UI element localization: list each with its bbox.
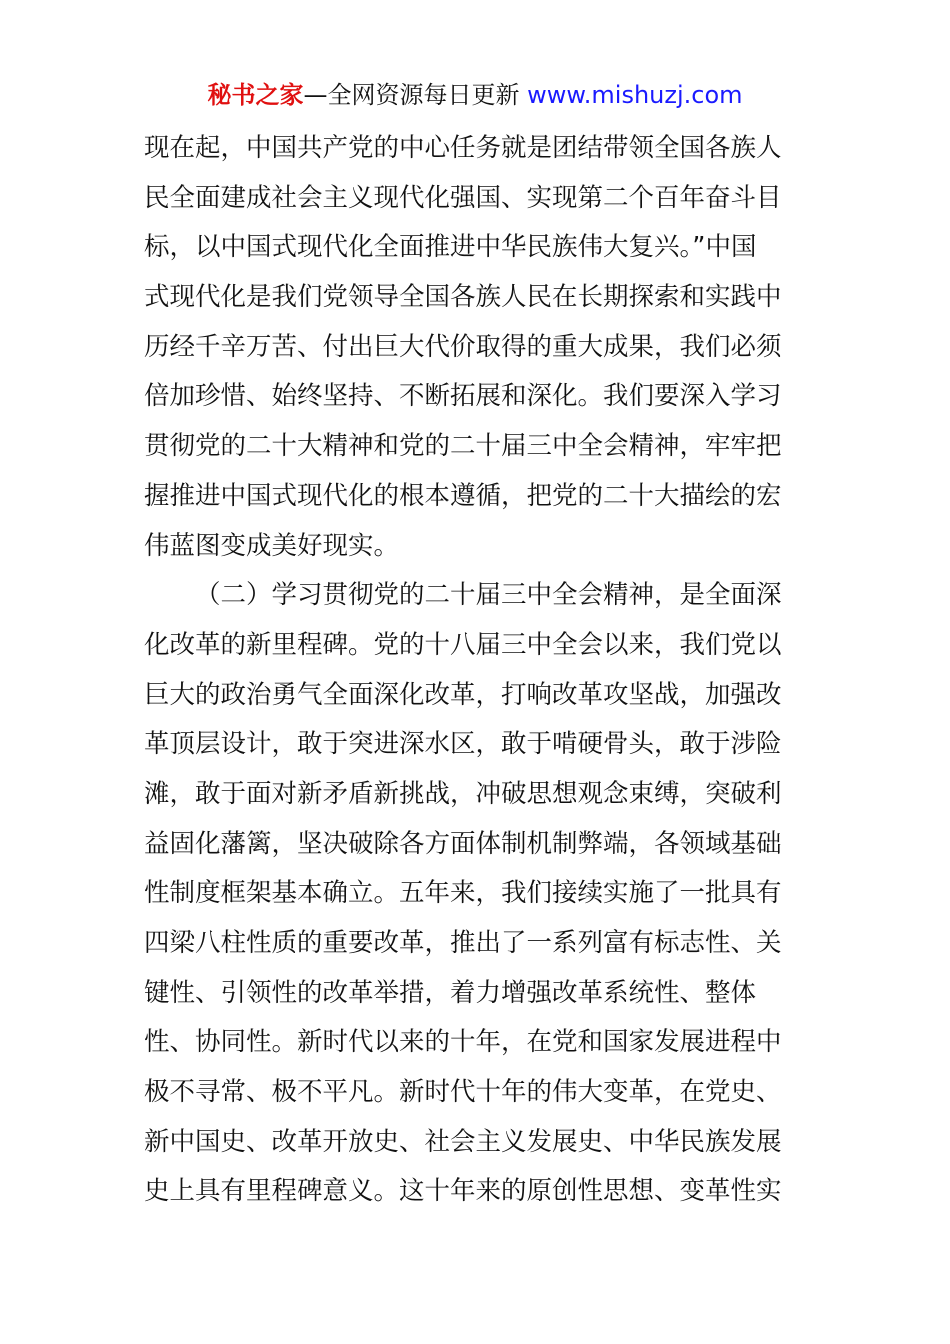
- text-line: 滩，敢于面对新矛盾新挑战，冲破思想观念束缚，突破利: [144, 778, 782, 809]
- header-tagline: —全网资源每日更新: [303, 81, 528, 109]
- text-line: 民全面建成社会主义现代化强国、实现第二个百年奋斗目: [144, 182, 782, 213]
- text-line: （二）学习贯彻党的二十届三中全会精神，是全面深: [195, 580, 782, 611]
- text-line: 益固化藩篱，坚决破除各方面体制机制弊端，各领域基础: [144, 828, 782, 859]
- text-line: 贯彻党的二十大精神和党的二十届三中全会精神，牢牢把: [144, 431, 782, 462]
- text-line: 四梁八柱性质的重要改革，推出了一系列富有标志性、关: [144, 928, 782, 958]
- text-line: 化改革的新里程碑。党的十八届三中全会以来，我们党以: [144, 629, 782, 660]
- text-line: 史上具有里程碑意义。这十年来的原创性思想、变革性实: [144, 1176, 782, 1207]
- site-url-link[interactable]: www.mishuzj.com: [527, 81, 743, 109]
- page-header: [0, 78, 950, 112]
- text-line: 新中国史、改革开放史、社会主义发展史、中华民族发展: [144, 1126, 782, 1157]
- paragraph-2: [144, 571, 808, 1217]
- text-line: 握推进中国式现代化的根本遵循，把党的二十大描绘的宏: [144, 480, 782, 511]
- text-line: 历经千辛万苦、付出巨大代价取得的重大成果，我们必须: [144, 331, 782, 362]
- text-line: 性、协同性。新时代以来的十年，在党和国家发展进程中: [144, 1027, 782, 1058]
- text-line: 现在起，中国共产党的中心任务就是团结带领全国各族人: [144, 133, 782, 163]
- text-line: 伟蓝图变成美好现实。: [144, 530, 400, 561]
- brand-name: 秘书之家: [207, 81, 304, 109]
- document-body: [144, 124, 808, 1217]
- text-line: 倍加珍惜、始终坚持、不断拓展和深化。我们要深入学习: [144, 381, 782, 412]
- text-line: 性制度框架基本确立。五年来，我们接续实施了一批具有: [144, 878, 782, 909]
- paragraph-1: [144, 124, 808, 571]
- text-line: 巨大的政治勇气全面深化改革，打响改革攻坚战，加强改: [144, 679, 782, 710]
- text-line: 极不寻常、极不平凡。新时代十年的伟大变革，在党史、: [144, 1077, 782, 1108]
- text-line: 标，以中国式现代化全面推进中华民族伟大复兴。”中国: [144, 232, 757, 263]
- text-line: 式现代化是我们党领导全国各族人民在长期探索和实践中: [144, 282, 782, 313]
- text-line: 革顶层设计，敢于突进深水区，敢于啃硬骨头，敢于涉险: [144, 729, 782, 760]
- text-line: 键性、引领性的改革举措，着力增强改革系统性、整体: [144, 977, 757, 1008]
